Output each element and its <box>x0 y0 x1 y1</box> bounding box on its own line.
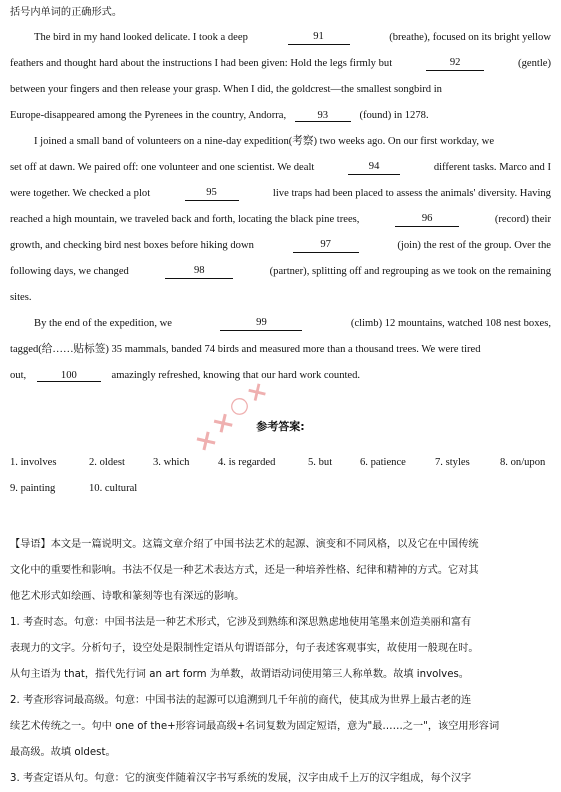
text-segment: live traps had been placed to assess the animals' diversity. Having <box>272 188 551 199</box>
explanation-line: 最高级。故填 oldest。 <box>10 747 116 758</box>
answer-item: 5. but <box>308 457 333 468</box>
text-segment: (breathe), focused on its bright yellow <box>389 32 551 43</box>
text-segment: growth, and checking bird nest boxes before hiking down <box>10 240 254 251</box>
blank-98: 98 <box>165 265 233 279</box>
answer-item: 8. on/upon <box>500 457 546 468</box>
text-segment: were together. We checked a plot <box>10 188 151 199</box>
watermark-mark: ○ <box>224 390 254 422</box>
passage-line <box>10 57 551 71</box>
answer-item: 9. painting <box>10 483 56 494</box>
text-segment: out, <box>10 370 27 381</box>
blank-94: 94 <box>348 161 400 175</box>
answer-item: 7. styles <box>435 457 470 468</box>
answers-row <box>10 457 551 471</box>
answer-item: 1. involves <box>10 457 57 468</box>
explanation-line: 从句主语为 that，指代先行词 an art form 为单数，故谓语动词使用第三人称单数。故填 involves。 <box>10 669 469 680</box>
explanation-line: 2. 考查形容词最高级。句意：中国书法的起源可以追溯到几千年前的商代，使其成为世界上最古老的连 <box>10 695 472 706</box>
watermark-mark: × <box>188 422 224 460</box>
text-segment: (climb) 12 mountains, watched 108 nest boxes, <box>350 318 551 329</box>
passage-line <box>10 187 551 201</box>
passage-line: tagged(给……贴标签) 35 mammals, banded 74 birds and measured more than a thousand trees. We were tired <box>10 344 481 355</box>
instruction-line: 括号内单词的正确形式。 <box>10 7 123 18</box>
text-segment: By the end of the expedition, we <box>34 318 172 329</box>
answers-row <box>10 483 551 497</box>
explanation-line: 他艺术形式如绘画、诗歌和篆刻等也有深远的影响。 <box>10 591 245 602</box>
watermark-mark: × <box>240 374 273 409</box>
text-segment: The bird in my hand looked delicate. I took a deep <box>34 32 248 43</box>
passage-line <box>10 369 551 383</box>
passage-line <box>10 239 551 253</box>
text-segment: set off at dawn. We paired off: one volunteer and one scientist. We dealt <box>10 162 315 173</box>
answer-item: 10. cultural <box>89 483 138 494</box>
passage-line: I joined a small band of volunteers on a nine-day expedition(考察) two weeks ago. On our first workday, we <box>34 136 495 147</box>
passage-line <box>10 161 551 175</box>
blank-95: 95 <box>185 187 239 201</box>
answer-item: 2. oldest <box>89 457 125 468</box>
blank-97: 97 <box>293 239 359 253</box>
explanation-line: 【导语】本文是一篇说明文。这篇文章介绍了中国书法艺术的起源、演变和不同风格，以及它在中国传统 <box>10 539 479 550</box>
blank-100: 100 <box>37 370 101 382</box>
text-segment: (record) their <box>494 214 551 225</box>
blank-99: 99 <box>220 317 302 331</box>
explanation-line: 续艺术传统之一。句中 one of the+形容词最高级+名词复数为固定短语，意为"最……之一"，该空用形容词 <box>10 721 500 732</box>
explanation-line: 3. 考查定语从句。句意：它的演变伴随着汉字书写系统的发展，汉字由成千上万的汉字组成，每个汉字 <box>10 773 472 784</box>
passage-line <box>34 31 551 45</box>
text-segment: reached a high mountain, we traveled back and forth, locating the black pine trees, <box>10 214 360 225</box>
blank-92: 92 <box>426 57 484 71</box>
text-segment: feathers and thought hard about the instructions I had been given: Hold the legs firmly but <box>10 58 393 69</box>
text-segment: following days, we changed <box>10 266 129 277</box>
watermark-mark: × <box>206 404 241 442</box>
passage-line <box>34 317 551 331</box>
answer-item: 6. patience <box>360 457 406 468</box>
passage-line <box>10 213 551 227</box>
passage-line <box>10 109 551 123</box>
text-segment: amazingly refreshed, knowing that our hard work counted. <box>111 370 361 381</box>
answer-item: 4. is regarded <box>218 457 276 468</box>
answers-title: 参考答案: <box>256 420 305 433</box>
passage-line: sites. <box>10 292 32 303</box>
text-segment: Europe-disappeared among the Pyrenees in the country, Andorra, <box>10 110 287 121</box>
explanation-line: 表现力的文字。分析句子，设空处是限制性定语从句谓语部分，句子表述客观事实，故使用一般现在时。 <box>10 643 479 654</box>
text-segment: (gentle) <box>518 58 551 69</box>
text-segment: (found) in 1278. <box>359 110 429 121</box>
answer-item: 3. which <box>153 457 190 468</box>
explanation-line: 1. 考查时态。句意：中国书法是一种艺术形式，它涉及到熟练和深思熟虑地使用笔墨来创造美丽和富有 <box>10 617 472 628</box>
text-segment: different tasks. Marco and I <box>433 162 551 173</box>
text-segment: (join) the rest of the group. Over the <box>397 240 551 251</box>
passage-line <box>10 265 551 279</box>
passage-line: between your fingers and then release your grasp. When I did, the goldcrest—the smallest songbird in <box>10 84 442 95</box>
text-segment: (partner), splitting off and regrouping as we took on the remaining <box>269 266 551 277</box>
blank-91: 91 <box>288 31 350 45</box>
explanation-line: 文化中的重要性和影响。书法不仅是一种艺术表达方式，还是一种培养性格、纪律和精神的方式。它对其 <box>10 565 479 576</box>
blank-96: 96 <box>395 213 459 227</box>
blank-93: 93 <box>295 110 351 122</box>
